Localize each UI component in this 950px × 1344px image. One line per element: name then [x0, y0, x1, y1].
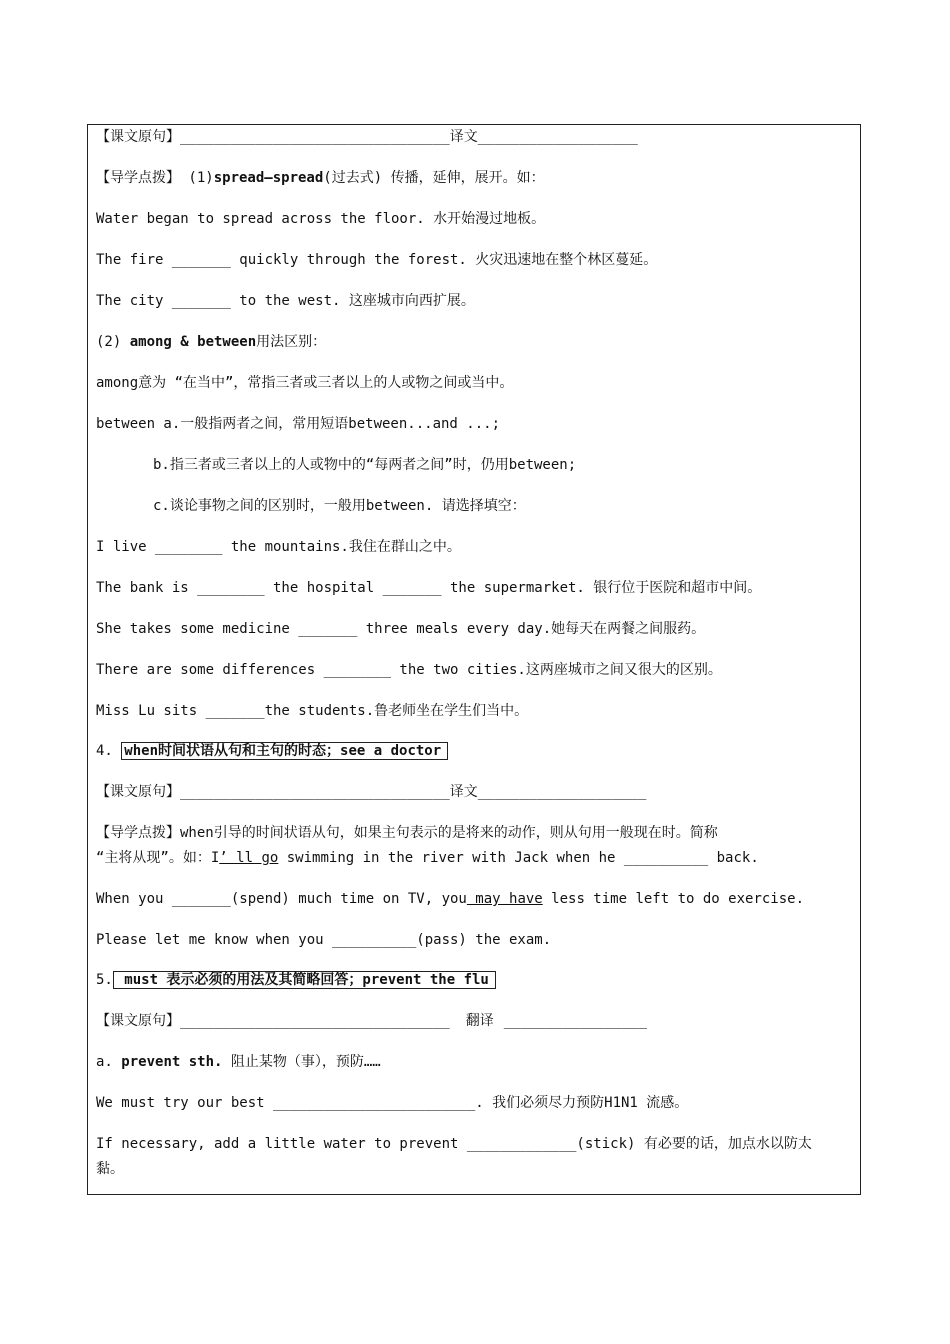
source-sentence-line-3: 【课文原句】________________________________ 翻译 _________________ [96, 1013, 648, 1029]
between-rule-b: b.指三者或三者以上的人或物中的“每两者之间”时，仍用between; [153, 457, 577, 473]
content-frame [87, 124, 861, 1195]
exercise-stick-continued: 黏。 [96, 1161, 124, 1177]
among-between-heading: (2) among & between用法区别： [96, 334, 327, 350]
exercise-pass: Please let me know when you __________(pass) the exam. [96, 932, 552, 948]
guide-when-clause: 【导学点拨】when引导的时间状语从句，如果主句表示的是将来的动作，则从句用一般现在时。简称 [96, 825, 718, 841]
exercise-city: The city _______ to the west. 这座城市向西扩展。 [96, 293, 475, 309]
between-rule-a: between a.一般指两者之间，常用短语between...and ...; [96, 416, 501, 432]
source-sentence-line-2: 【课文原句】________________________________译文____________________ [96, 784, 647, 800]
among-definition: among意为 “在当中”，常指三者或三者以上的人或物之间或当中。 [96, 375, 514, 391]
source-sentence-line-1: 【课文原句】________________________________译文___________________ [96, 129, 638, 145]
exercise-bank: The bank is ________ the hospital _______ the supermarket. 银行位于医院和超市中间。 [96, 580, 762, 596]
guide-when-example: “主将从现”。如：I’ ll go swimming in the river with Jack when he __________ back. [96, 850, 759, 866]
exercise-differences: There are some differences ________ the two cities.这两座城市之间又很大的区别。 [96, 662, 722, 678]
between-rule-c: c.谈论事物之间的区别时，一般用between. 请选择填空： [153, 498, 526, 514]
guide-spread-line: 【导学点拨】 (1)spread—spread(过去式) 传播，延伸，展开。如： [96, 170, 545, 186]
exercise-mountains: I live ________ the mountains.我住在群山之中。 [96, 539, 461, 555]
section-4-heading: 4. when时间状语从句和主句的时态；see a doctor [96, 742, 856, 760]
section-5-heading: 5. must 表示必须的用法及其简略回答；prevent the flu [96, 971, 856, 989]
example-water: Water began to spread across the floor. 水开始漫过地板。 [96, 211, 546, 227]
exercise-spend: When you _______(spend) much time on TV, you may have less time left to do exercise. [96, 891, 805, 907]
exercise-h1n1: We must try our best ________________________. 我们必须尽力预防H1N1 流感。 [96, 1095, 689, 1111]
prevent-usage: a. prevent sth. 阻止某物（事），预防…… [96, 1054, 381, 1070]
exercise-medicine: She takes some medicine _______ three meals every day.她每天在两餐之间服药。 [96, 621, 706, 637]
exercise-fire: The fire _______ quickly through the forest. 火灾迅速地在整个林区蔓延。 [96, 252, 658, 268]
exercise-miss-lu: Miss Lu sits _______the students.鲁老师坐在学生们当中。 [96, 703, 529, 719]
exercise-stick: If necessary, add a little water to prevent _____________(stick) 有必要的话，加点水以防太 [96, 1136, 812, 1152]
